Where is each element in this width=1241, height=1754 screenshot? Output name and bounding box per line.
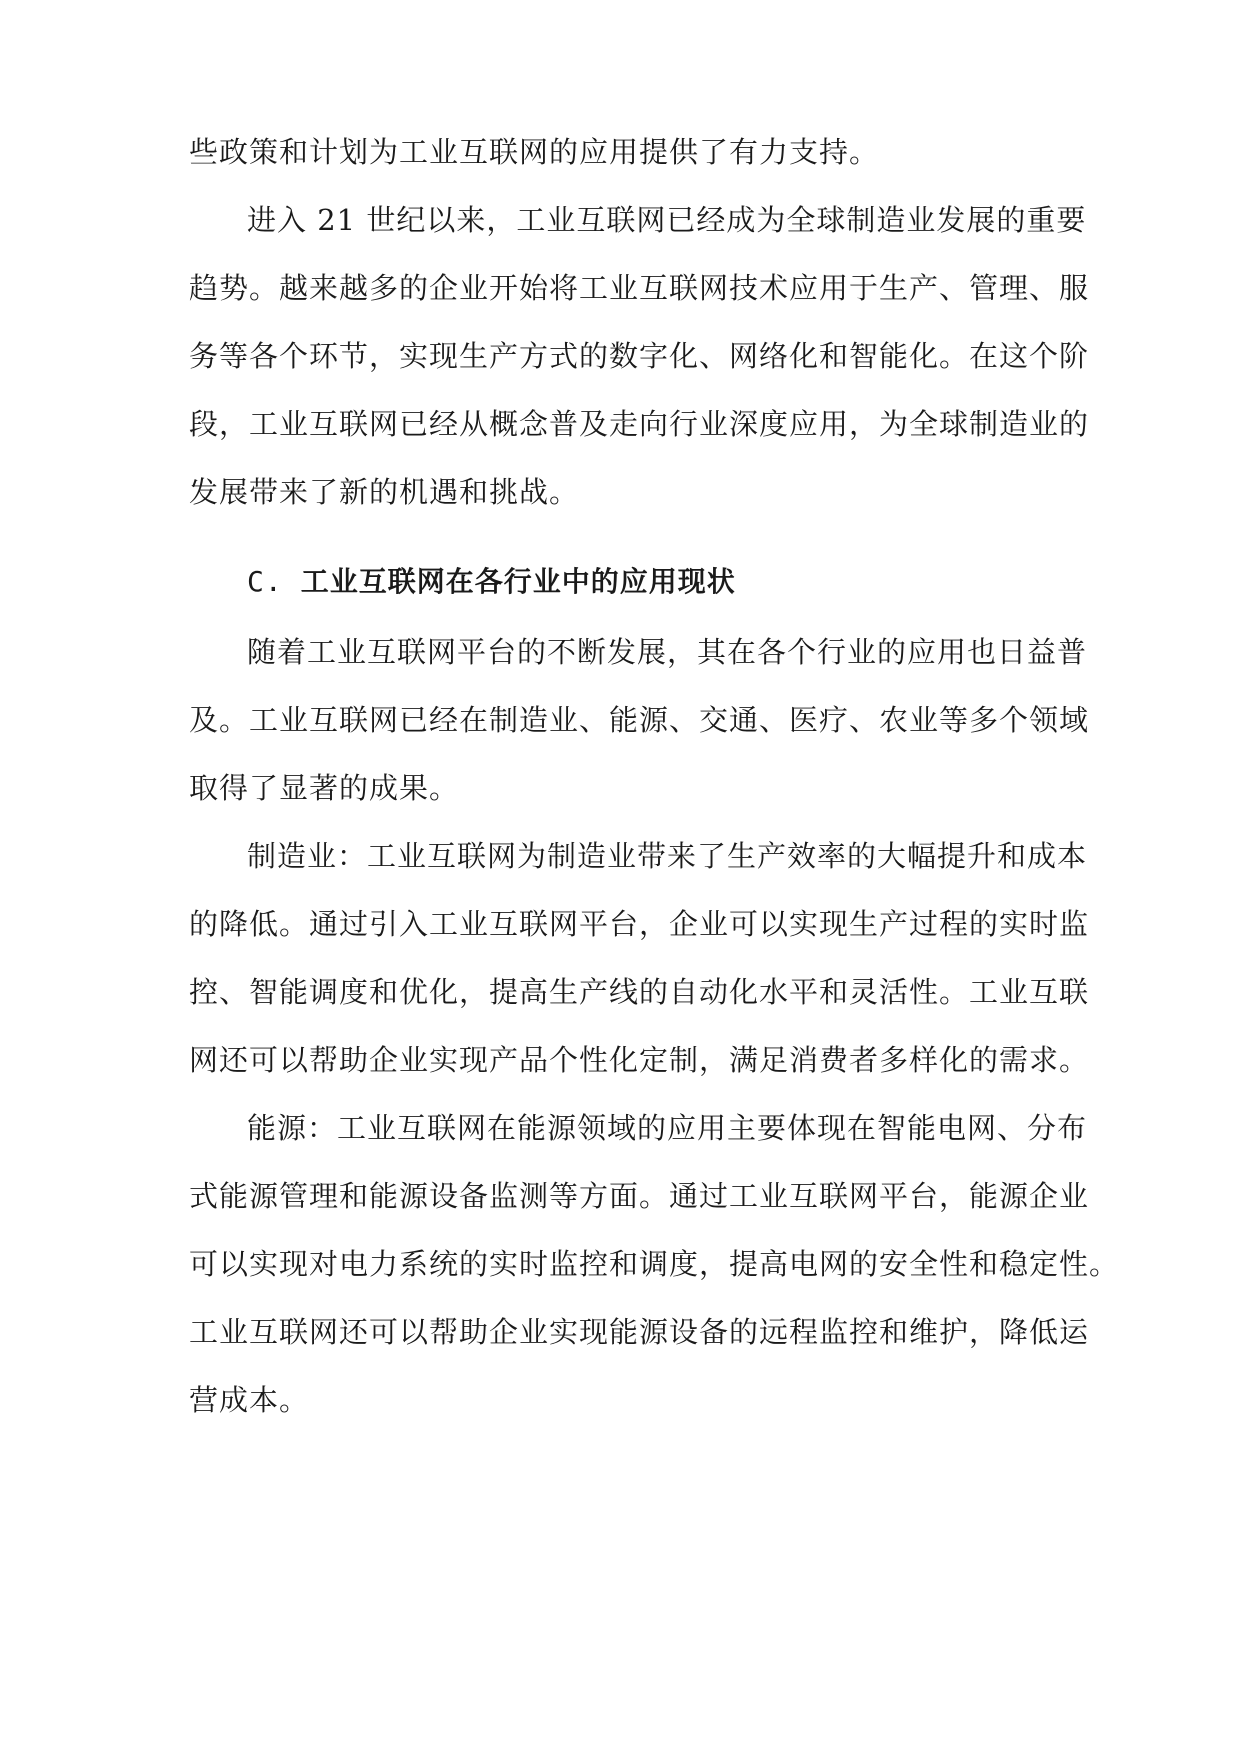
paragraph-line: 发展带来了新的机遇和挑战。 [189,475,580,509]
paragraph-line: 式能源管理和能源设备监测等方面。通过工业互联网平台，能源企业 [189,1179,1090,1213]
paragraph-line: 段，工业互联网已经从概念普及走向行业深度应用，为全球制造业的 [189,407,1090,441]
section-heading [247,562,736,602]
paragraph-line: 及。工业互联网已经在制造业、能源、交通、医疗、农业等多个领域 [189,703,1090,737]
paragraph-line: 趋势。越来越多的企业开始将工业互联网技术应用于生产、管理、服 [189,271,1090,305]
paragraph-line: 能源：工业互联网在能源领域的应用主要体现在智能电网、分布 [247,1111,1088,1145]
paragraph-line: 控、智能调度和优化，提高生产线的自动化水平和灵活性。工业互联 [189,975,1090,1009]
paragraph-line: 营成本。 [189,1383,310,1417]
section-heading-title: 工业互联网在各行业中的应用现状 [300,565,736,598]
paragraph-line: 工业互联网还可以帮助企业实现能源设备的远程监控和维护，降低运 [189,1315,1090,1349]
paragraph-line: 进入 21 世纪以来，工业互联网已经成为全球制造业发展的重要 [247,203,1087,237]
paragraph-line: 可以实现对电力系统的实时监控和调度，提高电网的安全性和稳定性。 [189,1247,1120,1281]
paragraph-line: 务等各个环节，实现生产方式的数字化、网络化和智能化。在这个阶 [189,339,1090,373]
paragraph-line: 些政策和计划为工业互联网的应用提供了有力支持。 [189,135,880,169]
paragraph-line: 随着工业互联网平台的不断发展，其在各个行业的应用也日益普 [247,635,1088,669]
paragraph-line: 取得了显著的成果。 [189,771,460,805]
paragraph-line: 的降低。通过引入工业互联网平台，企业可以实现生产过程的实时监 [189,907,1090,941]
section-heading-number: C. [247,565,283,598]
paragraph-line: 制造业：工业互联网为制造业带来了生产效率的大幅提升和成本 [247,839,1088,873]
paragraph-line: 网还可以帮助企业实现产品个性化定制，满足消费者多样化的需求。 [189,1043,1090,1077]
